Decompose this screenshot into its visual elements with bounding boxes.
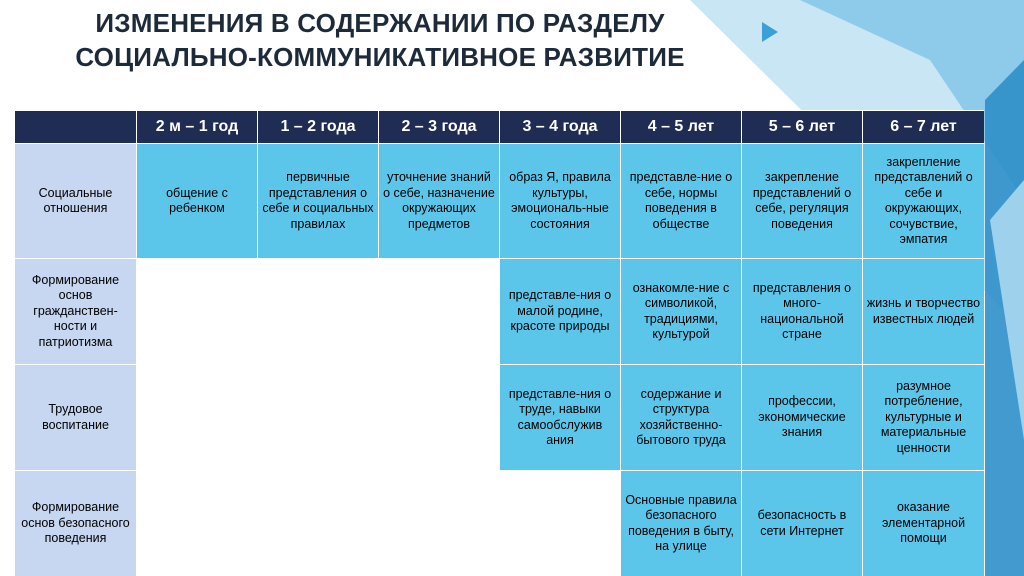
row-label-social: Социальные отношения xyxy=(15,144,137,259)
table-cell: представле-ние о себе, нормы поведения в обществе xyxy=(621,144,742,259)
table-cell: профессии, экономические знания xyxy=(742,365,863,471)
table-cell-empty xyxy=(500,471,621,576)
table-cell: уточнение знаний о себе, назначение окружающих предметов xyxy=(379,144,500,259)
table-cell: представле-ния о малой родине, красоте природы xyxy=(500,259,621,365)
table-cell: образ Я, правила культуры, эмоциональ-ные состояния xyxy=(500,144,621,259)
table-row xyxy=(15,259,985,365)
table-cell-empty xyxy=(258,365,379,471)
table-cell: разумное потребление, культурные и материальные ценности xyxy=(863,365,985,471)
header-row xyxy=(15,111,985,144)
table-row xyxy=(15,365,985,471)
table-cell: представле-ния о труде, навыки самообслужив ания xyxy=(500,365,621,471)
table-cell: общение с ребенком xyxy=(137,144,258,259)
table-cell-empty xyxy=(379,471,500,576)
row-label-patriotism: Формирование основ гражданствен-ности и патриотизма xyxy=(15,259,137,365)
table-cell: ознакомле-ние с символикой, традициями, культурой xyxy=(621,259,742,365)
content-table xyxy=(14,110,984,576)
header-age-3: 2 – 3 года xyxy=(379,111,500,144)
title-line-1: ИЗМЕНЕНИЯ В СОДЕРЖАНИИ ПО РАЗДЕЛУ xyxy=(95,8,665,38)
page-title xyxy=(0,6,760,74)
table-cell: содержание и структура хозяйственно-бытового труда xyxy=(621,365,742,471)
table-cell-empty xyxy=(379,259,500,365)
table-cell-empty xyxy=(258,259,379,365)
table-cell: оказание элементарной помощи xyxy=(863,471,985,576)
header-age-2: 1 – 2 года xyxy=(258,111,379,144)
table-cell-empty xyxy=(137,471,258,576)
header-age-6: 5 – 6 лет xyxy=(742,111,863,144)
table-cell-empty xyxy=(137,365,258,471)
table-cell: закрепление представлений о себе, регуляция поведения xyxy=(742,144,863,259)
row-label-labor: Трудовое воспитание xyxy=(15,365,137,471)
table-row xyxy=(15,471,985,576)
table-cell: безопасность в сети Интернет xyxy=(742,471,863,576)
table-cell-empty xyxy=(258,471,379,576)
table-cell: представления о много-национальной стране xyxy=(742,259,863,365)
table-cell: Основные правила безопасного поведения в быту, на улице xyxy=(621,471,742,576)
table-cell: первичные представления о себе и социальных правилах xyxy=(258,144,379,259)
header-age-4: 3 – 4 года xyxy=(500,111,621,144)
title-line-2: СОЦИАЛЬНО-КОММУНИКАТИВНОЕ РАЗВИТИЕ xyxy=(75,42,685,72)
table-cell: закрепление представлений о себе и окружающих, сочувствие, эмпатия xyxy=(863,144,985,259)
table-row xyxy=(15,144,985,259)
table-cell: жизнь и творчество известных людей xyxy=(863,259,985,365)
header-corner xyxy=(15,111,137,144)
header-age-7: 6 – 7 лет xyxy=(863,111,985,144)
header-age-1: 2 м – 1 год xyxy=(137,111,258,144)
row-label-safety: Формирование основ безопасного поведения xyxy=(15,471,137,576)
content-table-wrapper xyxy=(14,110,984,576)
table-cell-empty xyxy=(137,259,258,365)
header-age-5: 4 – 5 лет xyxy=(621,111,742,144)
table-cell-empty xyxy=(379,365,500,471)
